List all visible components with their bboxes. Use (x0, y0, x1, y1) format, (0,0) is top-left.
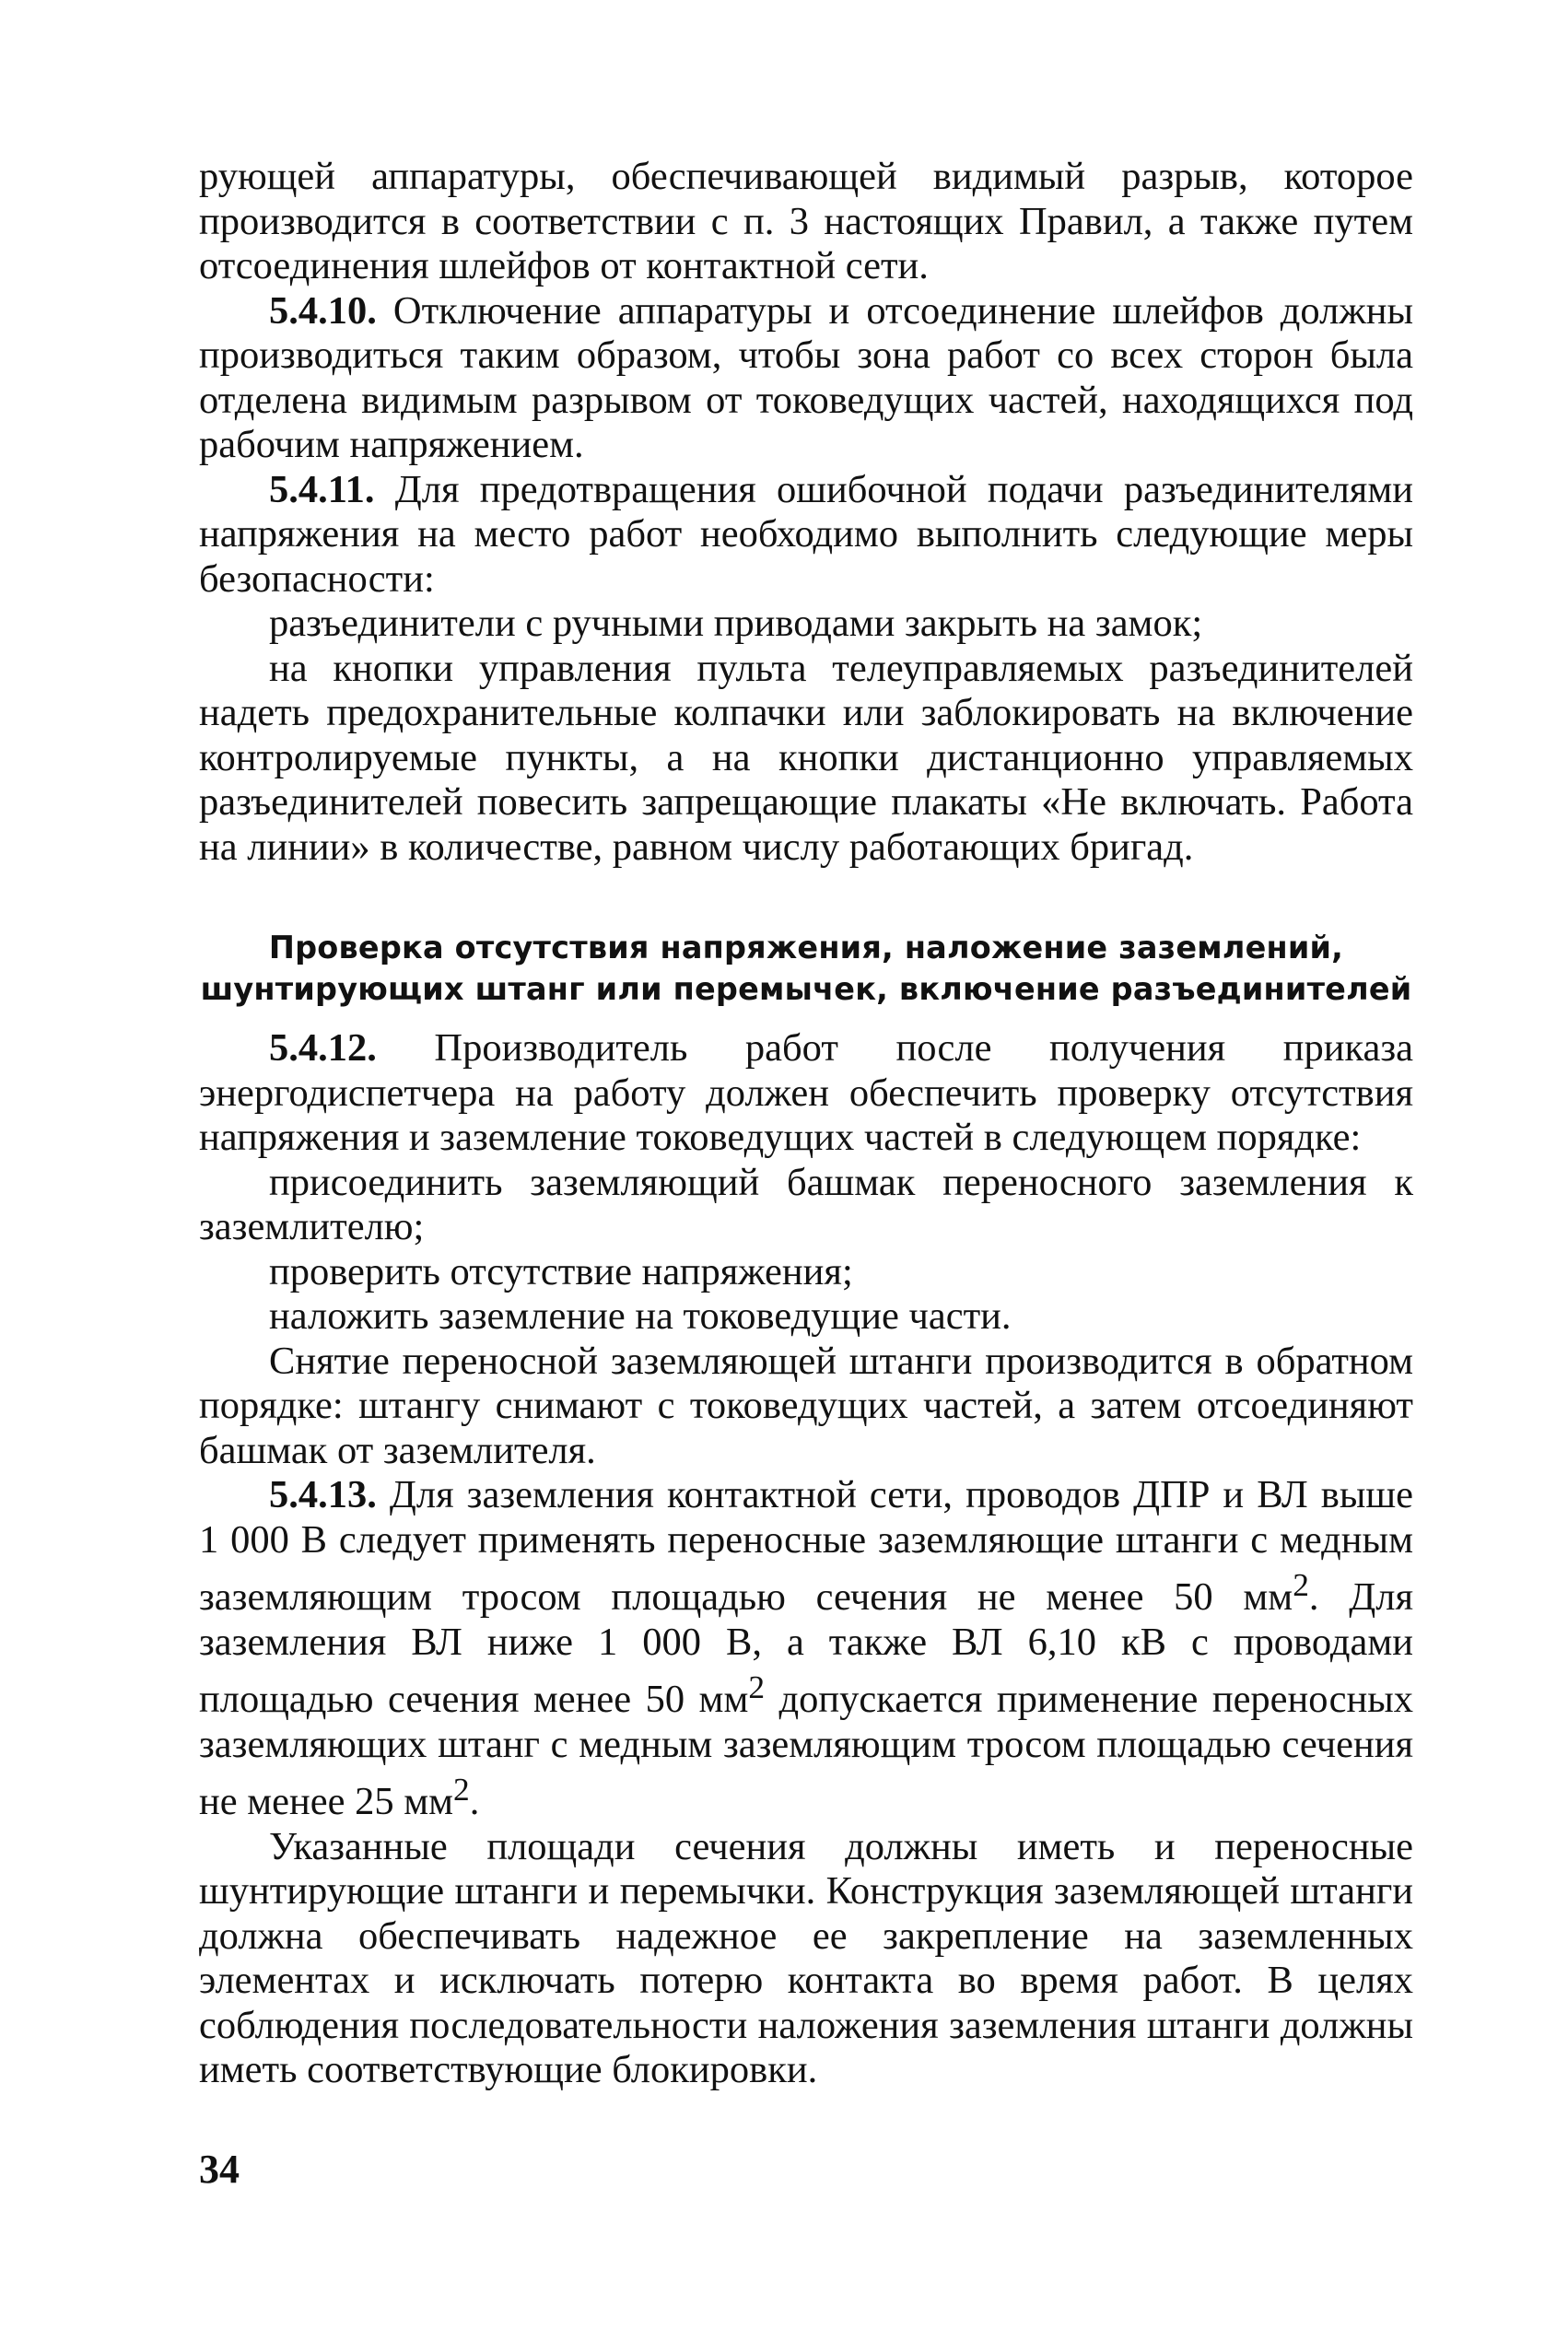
superscript: 2 (748, 1668, 766, 1706)
document-page (199, 155, 1413, 2093)
paragraph-5-4-13 (199, 1473, 1413, 1825)
clause-number: 5.4.12. (269, 1026, 377, 1070)
clause-text: . Для заземления ВЛ ниже 1 000 В, а также ВЛ 6,10 кВ с проводами площадью сечения менее 50 мм (199, 1575, 1413, 1722)
paragraph-5-4-10 (199, 289, 1413, 468)
page-number: 34 (199, 2147, 240, 2192)
clause-number: 5.4.13. (269, 1473, 377, 1516)
section-heading-line: Проверка отсутствия напряжения, наложение заземлений, (268, 930, 1344, 966)
section-heading (199, 927, 1413, 1010)
paragraph-5-4-11 (199, 468, 1413, 603)
clause-text: Отключение аппаратуры и отсоединение шлейфов должны производиться таким образом, чтобы зона работ со всех сторон была отделена видимым разрывом от токоведущих частей, находящихся под рабочим напряжением. (199, 288, 1413, 466)
clause-text: допускается применение переносных заземляющих штанг с медным заземляющим тросом площадью сечения не менее 25 мм (199, 1678, 1414, 1824)
clause-number: 5.4.10. (269, 288, 377, 333)
section-heading-line: шунтирующих штанг или перемычек, включение разъединителей (200, 971, 1412, 1007)
paragraph-removal-order: Снятие переносной заземляющей штанги производится в обратном порядке: штангу снимают с токоведущих частей, а затем отсоединяют башмак от заземлителя. (199, 1339, 1413, 1472)
clause-text: Для предотвращения ошибочной подачи разъединителями напряжения на место работ необходимо выполнить следующие меры безопасности: (199, 467, 1413, 601)
list-item: присоединить заземляющий башмак переносного заземления к заземлителю; (199, 1160, 1413, 1248)
clause-text: Для заземления контактной сети, проводов ДПР и ВЛ выше 1 000 В следует применять переносные заземляющие штанги с медным заземляющим тросом площадью сечения не менее 50 мм (199, 1473, 1413, 1620)
paragraph-final: Указанные площади сечения должны иметь и переносные шунтирующие штанги и перемычки. Конструкция заземляющей штанги должна обеспечивать надежное ее закрепление на заземленных элементах и исключать потерю контакта во время работ. В целях соблюдения последовательности наложения заземления штанги должны иметь соответствующие блокировки. (199, 1824, 1413, 2092)
paragraph-5-4-12 (199, 1026, 1413, 1161)
superscript: 2 (1293, 1566, 1309, 1603)
clause-text: . (469, 1780, 480, 1824)
clause-number: 5.4.11. (269, 467, 375, 511)
paragraph-continuation: рующей аппаратуры, обеспечивающей видимый разрыв, которое производится в соответствии с п. 3 настоящих Правил, а также путем отсоединения шлейфов от контактной сети. (199, 155, 1413, 287)
list-item: проверить отсутствие напряжения; (269, 1249, 853, 1293)
clause-text: Производитель работ после получения приказа энергодиспетчера на работу должен обеспечить проверку отсутствия напряжения и заземление токоведущих частей в следующем порядке: (199, 1026, 1413, 1159)
superscript: 2 (453, 1771, 470, 1808)
list-item: разъединители с ручными приводами закрыть на замок; (269, 602, 1203, 645)
list-item: наложить заземление на токоведущие части. (269, 1294, 1012, 1338)
list-item: на кнопки управления пульта телеуправляемых разъединителей надеть предохранительные колпачки или заблокировать на включение контролируемые пункты, а на кнопки дистанционно управляемых разъединителей повесить запрещающие плакаты «Не включать. Работа на линии» в количестве, равном числу работающих бригад. (199, 646, 1413, 869)
